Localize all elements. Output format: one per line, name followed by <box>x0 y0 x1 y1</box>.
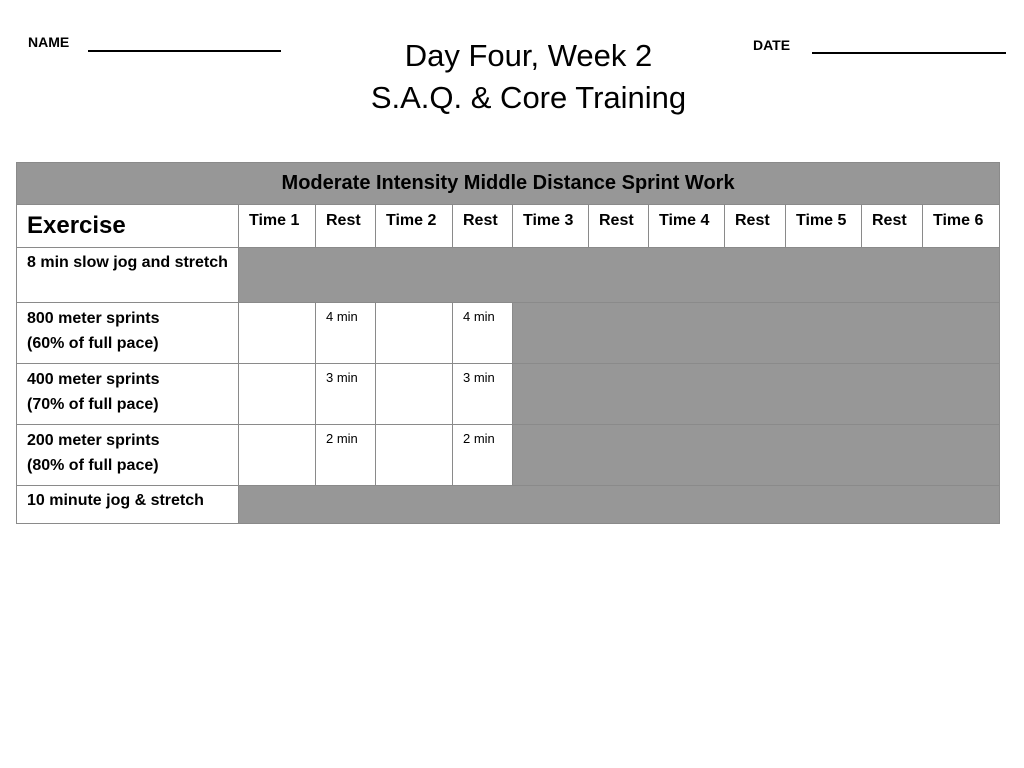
time-entry-cell[interactable] <box>239 364 316 425</box>
title-line-2: S.A.Q. & Core Training <box>370 80 687 115</box>
exercise-name: 200 meter sprints <box>27 432 160 449</box>
column-header-time-3: Time 3 <box>513 205 589 248</box>
table-banner: Moderate Intensity Middle Distance Sprint Work <box>17 163 1000 205</box>
exercise-pace: (60% of full pace) <box>27 335 159 352</box>
rest-cell: 3 min <box>316 364 376 425</box>
exercise-name: 800 meter sprints <box>27 310 160 327</box>
date-label: DATE <box>753 37 791 53</box>
column-header-rest-1: Rest <box>316 205 376 248</box>
exercise-cell <box>17 425 239 486</box>
rest-cell: 4 min <box>316 303 376 364</box>
column-header-rest-5: Rest <box>862 205 923 248</box>
title-line-1: Day Four, Week 2 <box>404 38 653 73</box>
name-field[interactable] <box>88 50 281 52</box>
time-entry-cell[interactable] <box>376 425 453 486</box>
rest-cell: 2 min <box>316 425 376 486</box>
table-header-row <box>17 205 1000 248</box>
column-header-rest-3: Rest <box>589 205 649 248</box>
table-row <box>17 486 1000 524</box>
exercise-pace: (70% of full pace) <box>27 396 159 413</box>
date-field[interactable] <box>812 52 1006 54</box>
time-entry-cell[interactable] <box>376 364 453 425</box>
shaded-cell <box>513 364 1000 425</box>
table-row <box>17 248 1000 303</box>
column-header-time-5: Time 5 <box>786 205 862 248</box>
time-entry-cell[interactable] <box>239 303 316 364</box>
column-header-exercise: Exercise <box>17 205 239 248</box>
column-header-time-6: Time 6 <box>923 205 1000 248</box>
column-header-rest-4: Rest <box>725 205 786 248</box>
time-entry-cell[interactable] <box>376 303 453 364</box>
rest-cell: 3 min <box>453 364 513 425</box>
exercise-cell <box>17 303 239 364</box>
exercise-cell <box>17 364 239 425</box>
time-entry-cell[interactable] <box>239 425 316 486</box>
exercise-cell: 10 minute jog & stretch <box>17 486 239 524</box>
table-row <box>17 303 1000 364</box>
shaded-cell <box>239 486 1000 524</box>
workout-table <box>16 162 1000 524</box>
column-header-time-1: Time 1 <box>239 205 316 248</box>
shaded-cell <box>513 425 1000 486</box>
name-label: NAME <box>28 34 70 50</box>
rest-cell: 4 min <box>453 303 513 364</box>
shaded-cell <box>513 303 1000 364</box>
column-header-time-2: Time 2 <box>376 205 453 248</box>
page-title <box>300 35 757 119</box>
exercise-name: 400 meter sprints <box>27 371 160 388</box>
shaded-cell <box>239 248 1000 303</box>
table-row <box>17 364 1000 425</box>
column-header-rest-2: Rest <box>453 205 513 248</box>
exercise-cell: 8 min slow jog and stretch <box>17 248 239 303</box>
rest-cell: 2 min <box>453 425 513 486</box>
column-header-time-4: Time 4 <box>649 205 725 248</box>
exercise-pace: (80% of full pace) <box>27 457 159 474</box>
table-row <box>17 425 1000 486</box>
